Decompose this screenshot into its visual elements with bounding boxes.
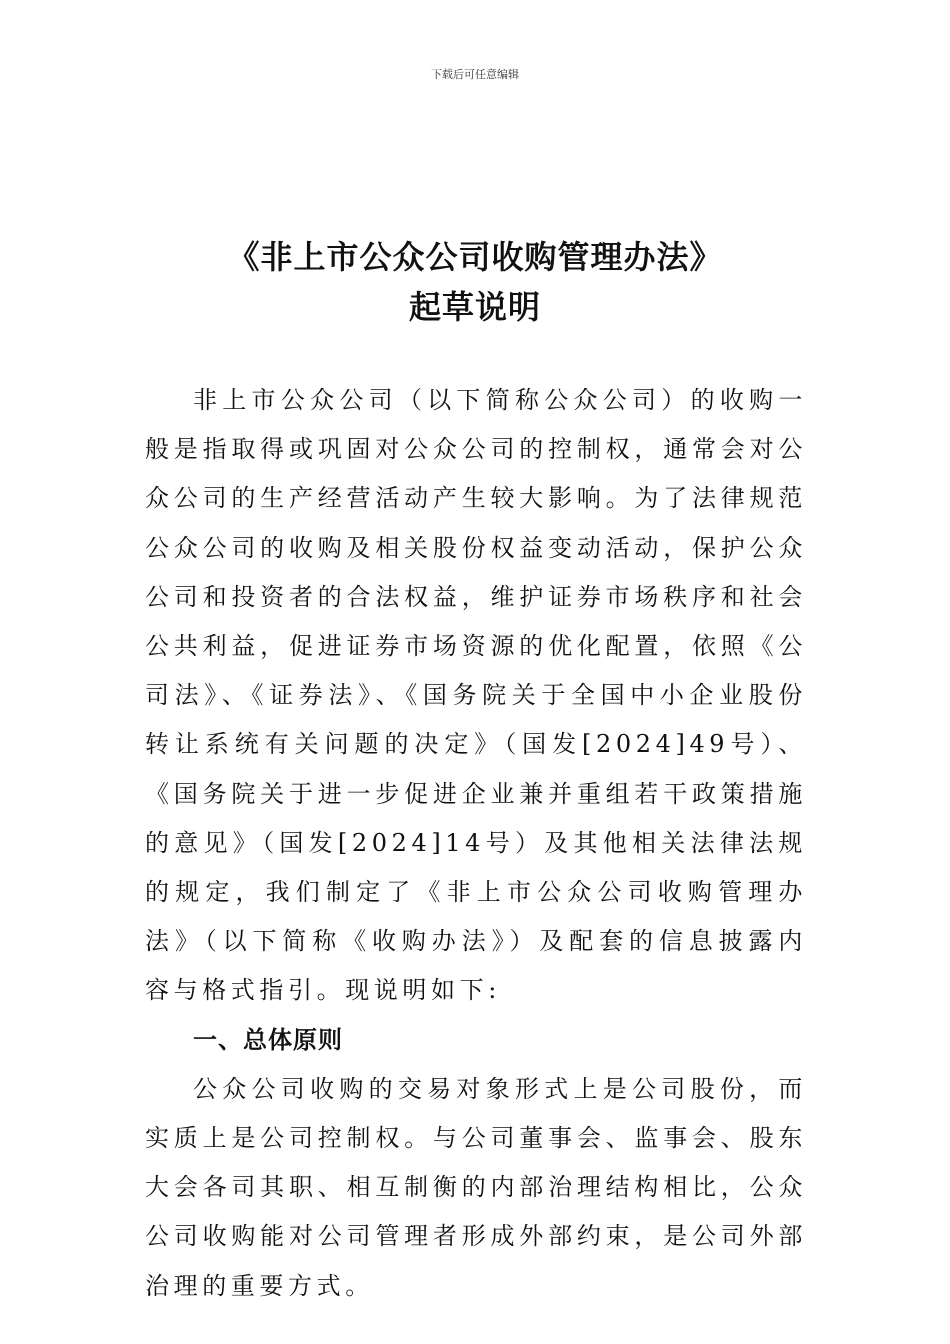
- section-1-paragraph: 公众公司收购的交易对象形式上是公司股份，而实质上是公司控制权。与公司董事会、监事会、股东大会各司其职、相互制衡的内部治理结构相比，公众公司收购能对公司管理者形成外部约束，是公司外部治理的重要方式。: [145, 1074, 807, 1300]
- header-note: 下载后可任意编辑: [431, 68, 519, 81]
- document-body: [145, 376, 807, 1311]
- document-subtitle: 起草说明: [408, 288, 541, 326]
- document-title: 《非上市公众公司收购管理办法》: [227, 238, 723, 276]
- section-heading-1: 一、总体原则: [193, 1025, 343, 1054]
- intro-paragraph: 非上市公众公司（以下简称公众公司）的收购一般是指取得或巩固对公众公司的控制权，通常会对公众公司的生产经营活动产生较大影响。为了法律规范公众公司的收购及相关股份权益变动活动，保护公众公司和投资者的合法权益，维护证券市场秩序和社会公共利益，促进证券市场资源的优化配置，依照《公司法》、《证券法》、《国务院关于全国中小企业股份转让系统有关问题的决定》（国发[2024]49号）、《国务院关于进一步促进企业兼并重组若干政策措施的意见》（国发[2024]14号）及其他相关法律法规的规定，我们制定了《非上市公众公司收购管理办法》（以下简称《收购办法》）及配套的信息披露内容与格式指引。现说明如下:: [145, 386, 807, 1005]
